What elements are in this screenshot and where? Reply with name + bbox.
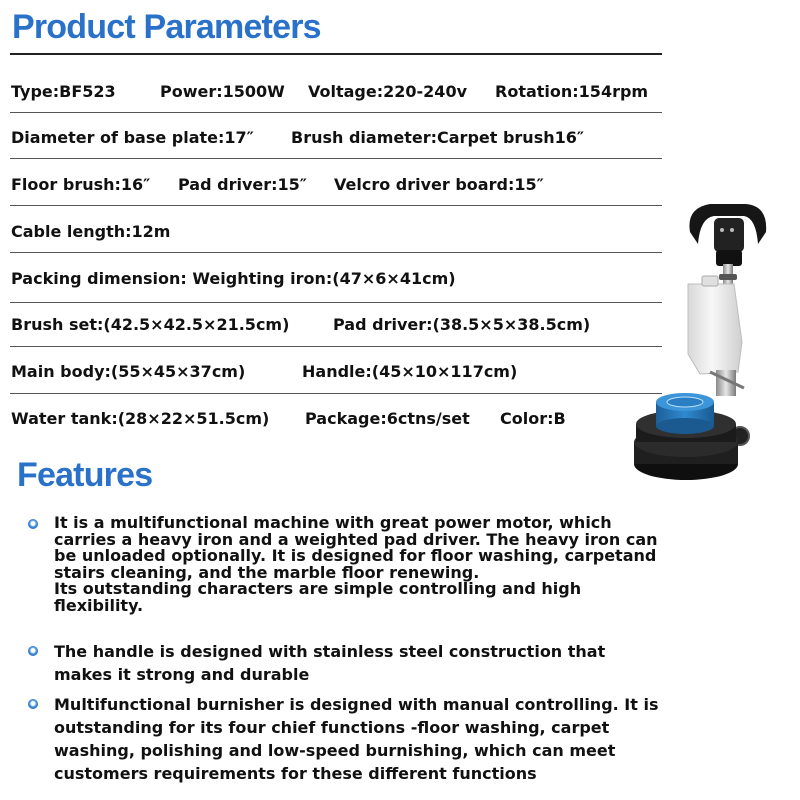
param-rotation: Rotation:154rpm [495,82,649,101]
param-pad-driver: Pad driver:15″ [178,175,307,194]
row-divider [10,302,662,303]
param-power: Power:1500W [160,82,285,101]
param-floor-brush: Floor brush:16″ [11,175,151,194]
floor-machine-illustration [628,202,773,490]
param-base-plate: Diameter of base plate:17″ [11,128,254,147]
row-divider [10,158,662,159]
row-divider [10,112,662,113]
feature-item [54,693,664,785]
product-parameters-title: Product Parameters [12,8,321,46]
param-main-body: Main body:(55×45×37cm) [11,362,246,381]
param-cable-length: Cable length:12m [11,222,171,241]
row-divider [10,252,662,253]
bullet-icon [28,646,38,656]
feature-text: It is a multifunctional machine with great power motor, which carries a heavy iron and a weighted pad driver. The heavy iron can be unloaded optionally. It is designed for floor washing, carpetand stairs cleaning, and the marble floor renewing. [54,513,658,582]
param-color: Color:B [500,409,566,428]
row-divider [10,346,662,347]
param-type: Type:BF523 [11,82,116,101]
feature-item [54,640,664,686]
param-voltage: Voltage:220-240v [308,82,467,101]
title-underline [10,53,662,55]
row-divider [10,393,662,394]
bullet-icon [28,519,38,529]
param-velcro-driver: Velcro driver board:15″ [334,175,544,194]
row-divider [10,205,662,206]
feature-text: Multifunctional burnisher is designed with manual controlling. It is outstanding for its four chief functions -floor washing, carpet washing, polishing and low-speed burnishing, which can meet customers requirements for these different functions [54,695,659,783]
param-brush-set: Brush set:(42.5×42.5×21.5cm) [11,315,290,334]
feature-text: The handle is designed with stainless steel construction that makes it strong and durable [54,642,606,684]
bullet-icon [28,699,38,709]
param-packing-dimension: Packing dimension: Weighting iron:(47×6×41cm) [11,269,456,288]
param-package: Package:6ctns/set [305,409,470,428]
param-water-tank: Water tank:(28×22×51.5cm) [11,409,270,428]
param-pad-driver-size: Pad driver:(38.5×5×38.5cm) [333,315,591,334]
param-handle: Handle:(45×10×117cm) [302,362,518,381]
feature-text-continued: Its outstanding characters are simple controlling and high flexibility. [54,579,582,615]
feature-item [54,515,664,614]
features-title: Features [17,456,153,494]
param-brush-diameter: Brush diameter:Carpet brush16″ [291,128,585,147]
